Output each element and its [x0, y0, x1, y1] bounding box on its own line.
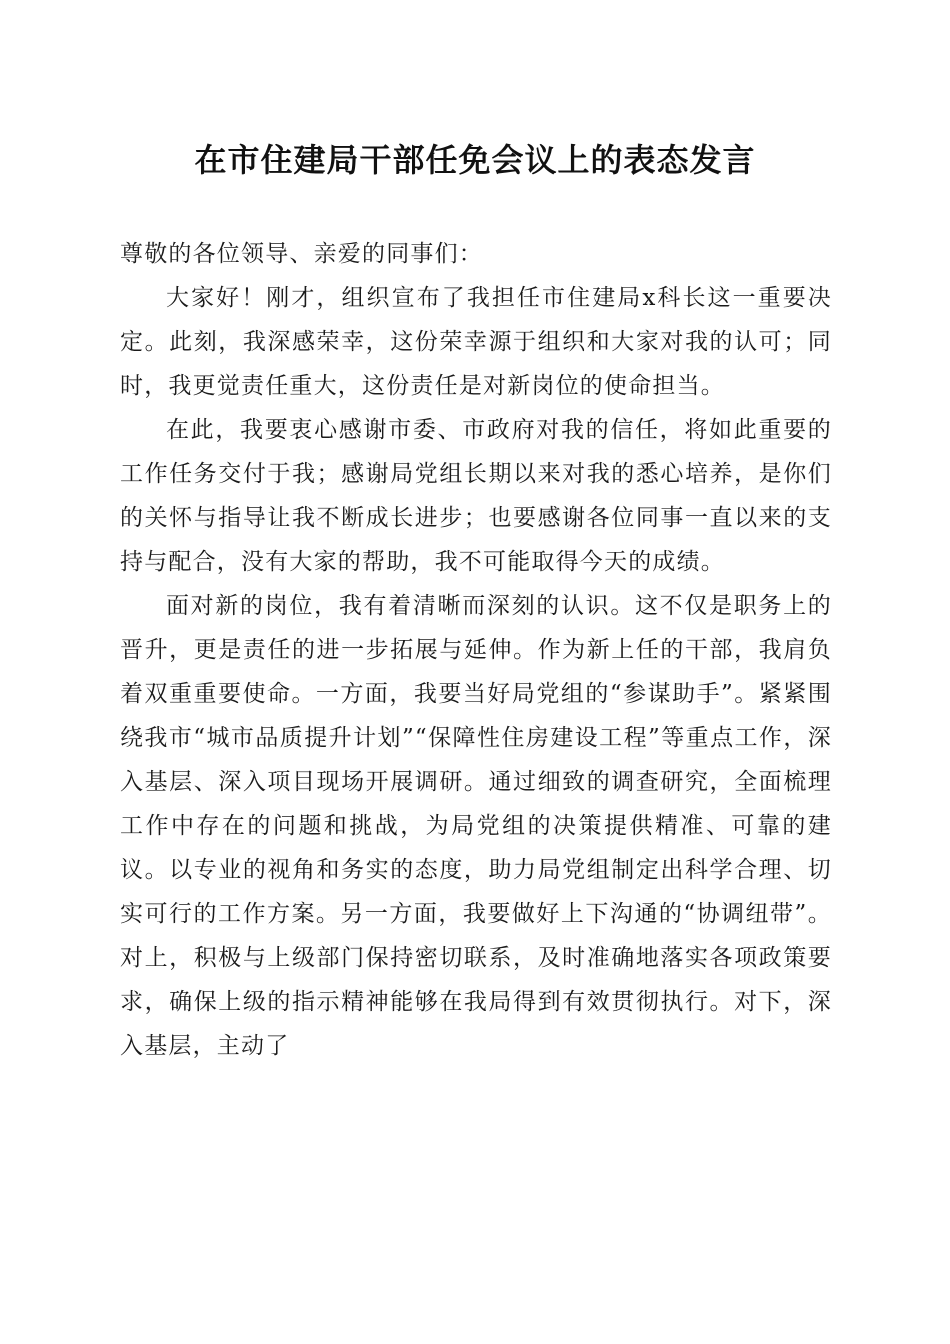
paragraph-opening: 大家好！刚才，组织宣布了我担任市住建局x科长这一重要决定。此刻，我深感荣幸，这份荣幸源于组织和大家对我的认可；同时，我更觉责任重大，这份责任是对新岗位的使命担当。	[120, 285, 832, 399]
salutation: 尊敬的各位领导、亲爱的同事们：	[120, 241, 483, 267]
paragraph-responsibilities: 面对新的岗位，我有着清晰而深刻的认识。这不仅是职务上的晋升，更是责任的进一步拓展与延伸。作为新上任的干部，我肩负着双重重要使命。一方面，我要当好局党组的“参谋助手”。紧紧围绕我市“城市品质提升计划”“保障性住房建设工程”等重点工作，深入基层、深入项目现场开展调研。通过细致的调查研究，全面梳理工作中存在的问题和挑战，为局党组的决策提供精准、可靠的建议。以专业的视角和务实的态度，助力局党组制定出科学合理、切实可行的工作方案。另一方面，我要做好上下沟通的“协调纽带”。对上，积极与上级部门保持密切联系，及时准确地落实各项政策要求，确保上级的指示精神能够在我局得到有效贯彻执行。对下，深入基层，主动了	[120, 593, 832, 1059]
paragraph-thanks: 在此，我要衷心感谢市委、市政府对我的信任，将如此重要的工作任务交付于我；感谢局党组长期以来对我的悉心培养，是你们的关怀与指导让我不断成长进步；也要感谢各位同事一直以来的支持与配合，没有大家的帮助，我不可能取得今天的成绩。	[120, 417, 832, 575]
document-body	[120, 232, 832, 1068]
document-title: 在市住建局干部任免会议上的表态发言	[194, 141, 756, 179]
